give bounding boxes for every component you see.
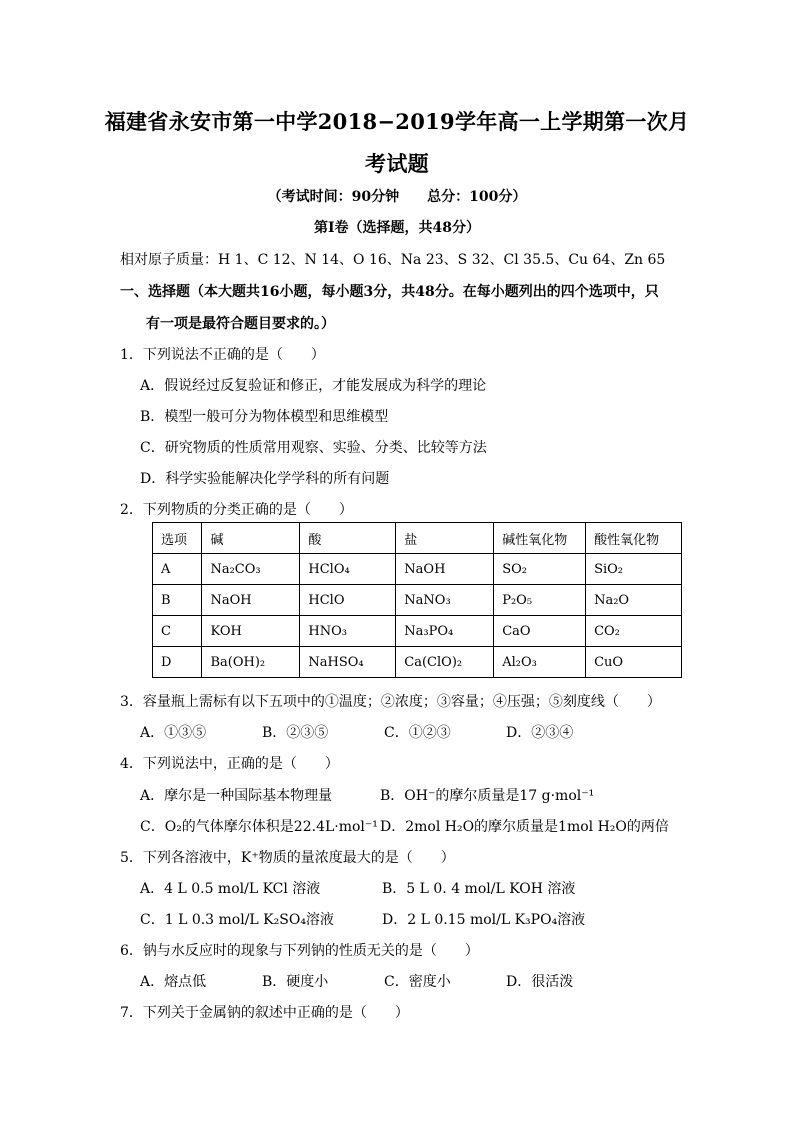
q1-option-c: C．研究物质的性质常用观察、实验、分类、比较等方法 (140, 440, 487, 456)
table-header-cell: 选项 (153, 523, 202, 554)
q4-option-a: A．摩尔是一种国际基本物理量 (140, 788, 333, 804)
table-header-cell: 碱 (202, 523, 300, 554)
q1-option-a: A．假说经过反复验证和修正，才能发展成为科学的理论 (140, 378, 487, 394)
q7-stem: 7．下列关于金属钠的叙述中正确的是（ ） (120, 1005, 409, 1021)
table-header-cell: 酸 (300, 523, 396, 554)
exam-title-line2: 考试题 (365, 151, 429, 176)
table-cell: B (153, 585, 202, 616)
table-header-cell: 盐 (396, 523, 494, 554)
table-cell: HNO₃ (300, 616, 396, 647)
section-heading-line1: 一、选择题（本大题共16小题，每小题3分，共48分。在每小题列出的四个选项中，只 (120, 284, 659, 300)
table-cell: NaHSO₄ (300, 647, 396, 678)
table-cell: HClO₄ (300, 554, 396, 585)
q3-stem: 3．容量瓶上需标有以下五项中的①温度；②浓度；③容量；④压强；⑤刻度线（ ） (120, 694, 661, 710)
table-cell: CO₂ (586, 616, 682, 647)
table-row (153, 647, 682, 678)
q4-option-b: B．OH⁻的摩尔质量是17 g·mol⁻¹ (380, 788, 595, 804)
atomic-mass-note: 相对原子质量：H 1、C 12、N 14、O 16、Na 23、S 32、Cl 35.5、Cu 64、Zn 65 (120, 252, 666, 268)
q3-option-a: A．①③⑤ (140, 725, 207, 741)
q5-stem: 5．下列各溶液中，K⁺物质的量浓度最大的是（ ） (120, 850, 455, 866)
table-cell: Na₂O (586, 585, 682, 616)
table-cell: Na₃PO₄ (396, 616, 494, 647)
table-cell: C (153, 616, 202, 647)
table-cell: Na₂CO₃ (202, 554, 300, 585)
table-row (153, 585, 682, 616)
q1-option-d: D．科学实验能解决化学学科的所有问题 (140, 471, 390, 487)
table-cell: D (153, 647, 202, 678)
table-cell: Ca(ClO)₂ (396, 647, 494, 678)
q6-option-a: A．熔点低 (140, 974, 207, 990)
section-heading-line2: 有一项是最符合题目要求的。） (146, 316, 335, 332)
table-header-row (153, 523, 682, 554)
table-cell: CuO (586, 647, 682, 678)
q4-option-c: C．O₂的气体摩尔体积是22.4L·mol⁻¹ (140, 819, 378, 835)
table-cell: NaOH (396, 554, 494, 585)
table-header-cell: 碱性氧化物 (494, 523, 586, 554)
exam-info: （考试时间：90分钟 总分：100分） (267, 189, 527, 205)
table-row (153, 554, 682, 585)
q5-option-d: D．2 L 0.15 mol/L K₃PO₄溶液 (382, 912, 586, 928)
q4-stem: 4．下列说法中，正确的是（ ） (120, 756, 339, 772)
q5-option-a: A．4 L 0.5 mol/L KCl 溶液 (140, 881, 321, 897)
table-header-cell: 酸性氧化物 (586, 523, 682, 554)
table-cell: NaNO₃ (396, 585, 494, 616)
table-cell: SO₂ (494, 554, 586, 585)
q6-stem: 6．钠与水反应时的现象与下列钠的性质无关的是（ ） (120, 943, 479, 959)
q5-option-c: C．1 L 0.3 mol/L K₂SO₄溶液 (140, 912, 334, 928)
table-row (153, 616, 682, 647)
q1-option-b: B．模型一般可分为物体模型和思维模型 (140, 409, 389, 425)
part-title: 第Ⅰ卷（选择题，共48分） (313, 220, 481, 236)
q3-option-d: D．②③④ (506, 725, 574, 741)
q6-option-c: C．密度小 (384, 974, 451, 990)
table-cell: A (153, 554, 202, 585)
classification-table (152, 522, 682, 678)
q1-stem: 1．下列说法不正确的是（ ） (120, 347, 325, 363)
table-cell: CaO (494, 616, 586, 647)
table-cell: HClO (300, 585, 396, 616)
table-cell: Ba(OH)₂ (202, 647, 300, 678)
q2-stem: 2．下列物质的分类正确的是（ ） (120, 502, 353, 518)
table-cell: KOH (202, 616, 300, 647)
table-cell: SiO₂ (586, 554, 682, 585)
q3-option-b: B．②③⑤ (262, 725, 329, 741)
q6-option-d: D．很活泼 (506, 974, 574, 990)
exam-title-line1: 福建省永安市第一中学2018−2019学年高一上学期第一次月 (104, 109, 690, 134)
q6-option-b: B．硬度小 (262, 974, 329, 990)
table-cell: P₂O₅ (494, 585, 586, 616)
q4-option-d: D．2mol H₂O的摩尔质量是1mol H₂O的两倍 (380, 819, 669, 835)
q5-option-b: B．5 L 0. 4 mol/L KOH 溶液 (382, 881, 576, 897)
table-cell: Al₂O₃ (494, 647, 586, 678)
table-cell: NaOH (202, 585, 300, 616)
q3-option-c: C．①②③ (384, 725, 451, 741)
